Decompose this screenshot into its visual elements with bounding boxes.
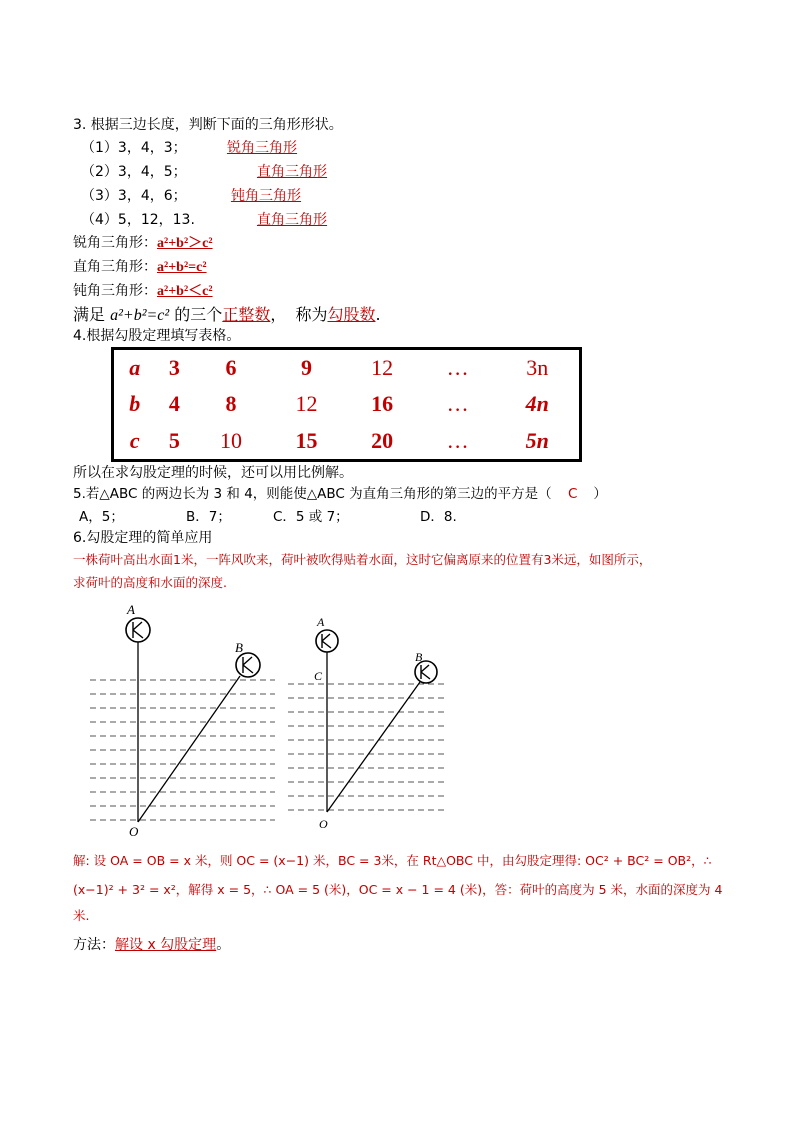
lotus-leaf-b: [236, 653, 260, 677]
q3-item-answer: 直角三角形: [257, 164, 327, 180]
table-cell: 3n: [526, 355, 549, 381]
q6-title: 6.勾股定理的简单应用: [73, 530, 213, 546]
q5-option-b: B．7；: [186, 509, 231, 525]
table-cell: 5n: [525, 427, 549, 453]
lotus-leaf-a: [126, 618, 150, 642]
lotus-figure-right: [283, 610, 453, 835]
rule-obtuse: [73, 281, 213, 302]
rule-label: 钝角三角形：: [73, 283, 157, 299]
table-row: [113, 387, 581, 423]
q4-note: 所以在求勾股定理的时候，还可以用比例解。: [73, 465, 353, 481]
label-b: B: [235, 640, 243, 655]
q5-option-c: C．5 或 7；: [273, 509, 349, 525]
q3-item-4: [81, 210, 327, 230]
table-cell: …: [446, 427, 469, 453]
table-cell: 9: [301, 355, 313, 381]
q3-item-3: [81, 186, 301, 206]
rule-label: 锐角三角形：: [73, 235, 157, 251]
table-cell: 4: [168, 391, 180, 417]
q3-item-label: （1）3，4，3；: [81, 140, 187, 156]
summary-blank: 正整数: [222, 305, 271, 324]
lotus-leaf-b: [415, 661, 437, 683]
table-cell: 12: [295, 391, 318, 417]
summary-text: 的三个: [174, 305, 223, 324]
method-line: [73, 935, 230, 955]
q5-option-a: A，5；: [79, 509, 124, 525]
table-cell: 10: [219, 427, 242, 453]
q3-item-answer: 钝角三角形: [231, 188, 301, 204]
method-answer: 解设 x 勾股定理: [115, 937, 217, 953]
table-cell: 6: [225, 355, 237, 381]
q3-title: 3. 根据三边长度，判断下面的三角形形状。: [73, 117, 343, 133]
method-end: 。: [216, 937, 231, 953]
summary-text: 满足: [73, 305, 106, 324]
summary-text: .: [375, 305, 381, 324]
rule-label: 直角三角形：: [73, 259, 157, 275]
rule-value: a²+b²＞c²: [157, 236, 213, 251]
label-o: O: [129, 824, 139, 839]
lotus-leaf-a: [316, 630, 338, 652]
pythagorean-table: [111, 347, 582, 462]
q5-answer: C: [567, 486, 578, 502]
solution-line-2: (x−1)² + 3² = x²，解得 x = 5，∴ OA = 5 (米)，OC = x − 1 = 4 (米)，答：荷叶的高度为 5 米，水面的深度为 4: [73, 882, 723, 897]
q3-item-1: [81, 138, 297, 158]
q3-item-label: （4）5，12，13.: [81, 212, 195, 228]
q5-option-d: D．8.: [420, 509, 457, 525]
rule-value: a²+b²＜c²: [157, 284, 213, 299]
label-b: B: [415, 650, 423, 664]
rule-right: [73, 257, 207, 278]
method-label: 方法：: [73, 937, 115, 953]
q5-close: ）: [593, 486, 607, 502]
table-cell: b: [129, 391, 141, 417]
label-o: O: [319, 817, 328, 831]
solution-line-1: 解: 设 OA = OB = x 米，则 OC = (x−1) 米，BC = 3米，在 Rt△OBC 中，由勾股定理得: OC² + BC² = OB²，∴: [73, 853, 712, 868]
q6-problem-line-1: 一株荷叶高出水面1米，一阵风吹来，荷叶被吹得贴着水面，这时它偏离原来的位置有3米远，如图所示，: [73, 552, 652, 567]
table-cell: 15: [295, 427, 318, 453]
q3-item-label: （3）3，4，6；: [81, 188, 187, 204]
table-row: [113, 349, 581, 387]
summary-blank: 勾股数: [327, 305, 376, 324]
table-cell: 4n: [525, 391, 549, 417]
q3-item-label: （2）3，4，5；: [81, 164, 187, 180]
table-cell: 5: [168, 427, 180, 453]
q3-item-answer: 直角三角形: [257, 212, 327, 228]
rule-acute: [73, 233, 213, 254]
summary-equation: a²+b²=c²: [110, 307, 170, 324]
q6-problem-line-2: 求荷叶的高度和水面的深度.: [73, 575, 227, 590]
lotus-figure-left: [85, 600, 280, 840]
table-cell: 8: [225, 391, 237, 417]
table-cell: 16: [371, 391, 394, 417]
pythagorean-triple-definition: [73, 304, 381, 327]
table-cell: 20: [371, 427, 394, 453]
rule-value: a²+b²=c²: [157, 260, 207, 275]
table-cell: a: [129, 355, 141, 381]
table-cell: 12: [371, 355, 394, 381]
q3-item-answer: 锐角三角形: [227, 140, 297, 156]
q5-stem-text: 5.若△ABC 的两边长为 3 和 4，则能使△ABC 为直角三角形的第三边的平方是（: [73, 486, 552, 502]
label-c: C: [314, 669, 323, 683]
table-cell: c: [129, 427, 140, 453]
table-cell: …: [446, 391, 469, 417]
table-cell: …: [446, 355, 469, 381]
q5-stem: [73, 484, 607, 504]
q3-item-2: [81, 162, 327, 182]
table-cell: 3: [168, 355, 180, 381]
summary-text: ，: [270, 305, 287, 324]
label-a: A: [317, 615, 325, 629]
table-row: [113, 422, 581, 460]
q4-title: 4.根据勾股定理填写表格。: [73, 328, 241, 344]
summary-text: 称为: [295, 305, 328, 324]
solution-line-3: 米.: [73, 908, 90, 923]
label-a: A: [127, 602, 135, 617]
